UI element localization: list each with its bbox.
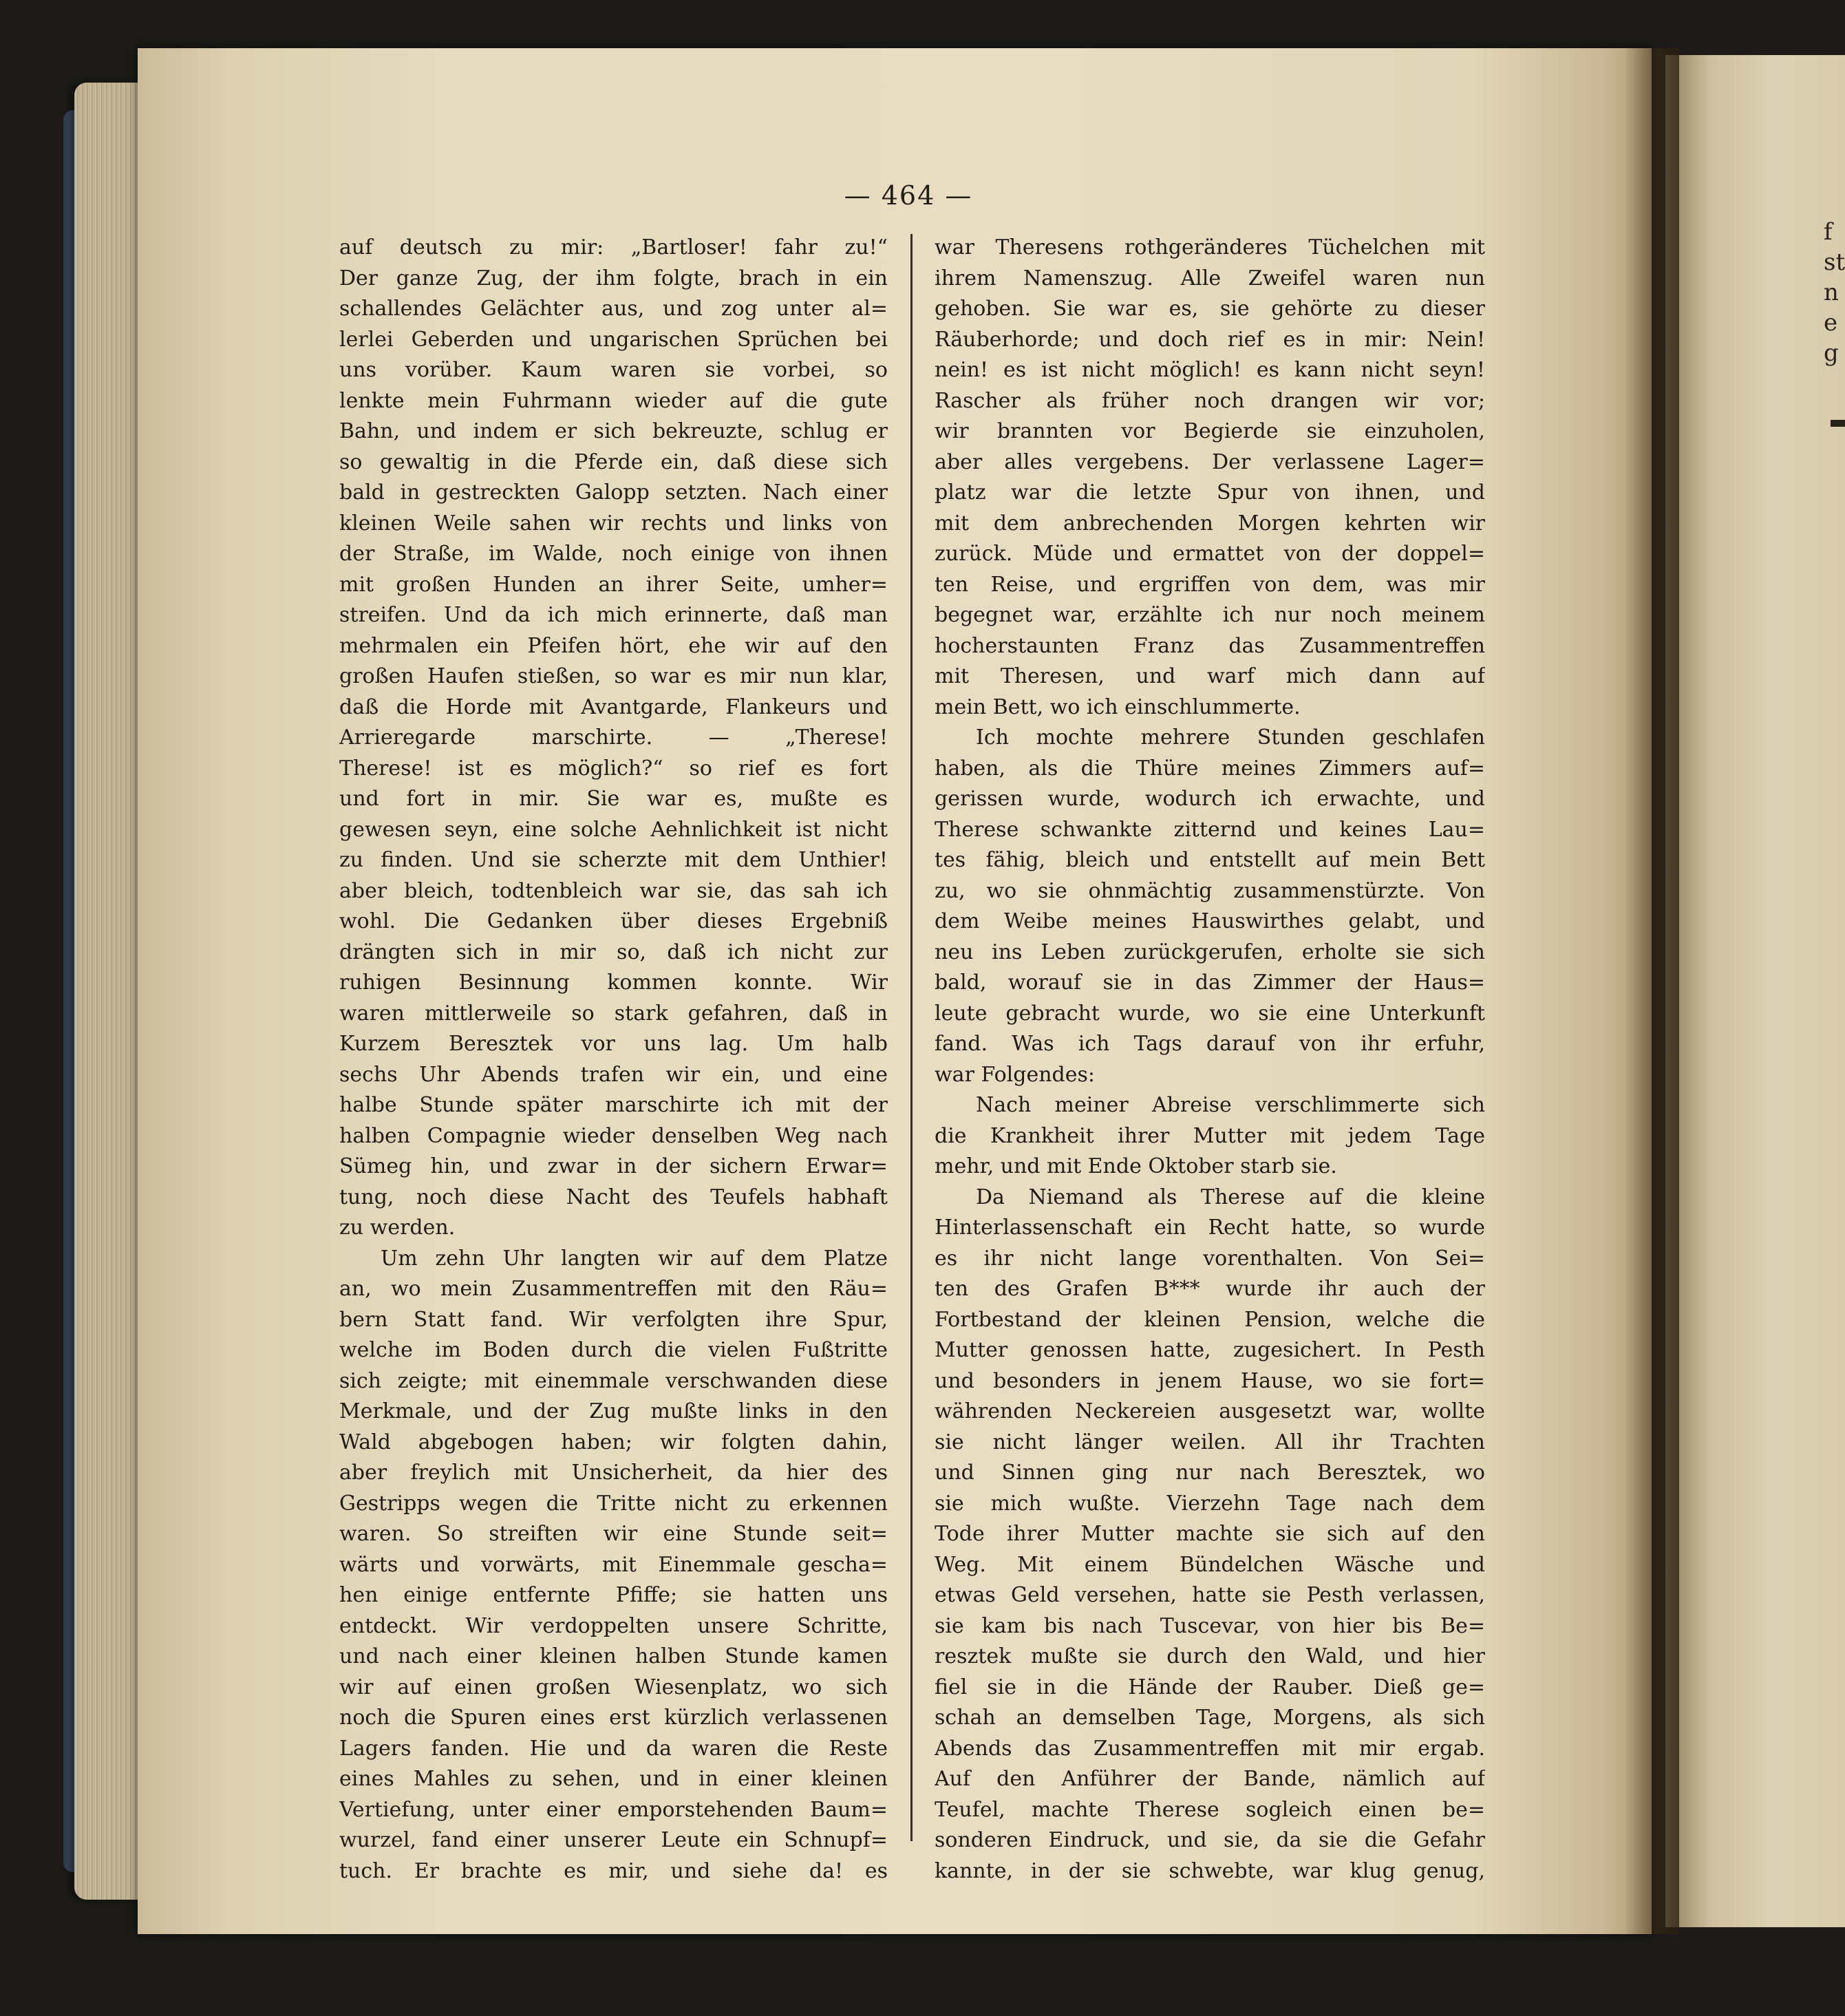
text-line: halbe Stunde später marschirte ich mit der [339, 1093, 888, 1117]
text-line: waren. So streiften wir eine Stunde seit= [339, 1522, 888, 1546]
text-line: mit Theresen, und warf mich dann auf [935, 664, 1485, 688]
text-line: Arrieregarde marschirte. — „Therese! [339, 725, 888, 750]
text-line: Merkmale, und der Zug mußte links in den [339, 1399, 888, 1423]
text-line: war Folgendes: [935, 1062, 1096, 1087]
text-line: tes fähig, bleich und entstellt auf mein Bett [935, 848, 1485, 872]
facing-page-line: n [1824, 279, 1839, 306]
text-line: sie nicht länger weilen. All ihr Trachten [935, 1430, 1485, 1454]
text-line: ten des Grafen B*** wurde ihr auch der [935, 1277, 1485, 1301]
text-line: resztek mußte sie durch den Wald, und hier [935, 1644, 1485, 1668]
text-line: zurück. Müde und ermattet von der doppel= [935, 542, 1485, 566]
text-line: ten Reise, und ergriffen von dem, was mir [935, 572, 1485, 597]
text-line: Fortbestand der kleinen Pension, welche die [935, 1307, 1485, 1332]
text-line: tung, noch diese Nacht des Teufels habhaft [339, 1185, 888, 1209]
text-line: die Krankheit ihrer Mutter mit jedem Tage [935, 1123, 1485, 1148]
text-line: kannte, in der sie schwebte, war klug genug, [935, 1858, 1485, 1883]
text-line: mehrmalen ein Pfeifen hört, ehe wir auf den [339, 633, 888, 658]
text-line: begegnet war, erzählte ich nur noch meinem [935, 603, 1485, 627]
text-line: der Straße, im Walde, noch einige von ihnen [339, 542, 888, 566]
text-line: wärts und vorwärts, mit Einemmale gescha= [339, 1552, 888, 1577]
text-line: haben, als die Thüre meines Zimmers auf= [935, 756, 1485, 781]
text-line: zu werden. [339, 1216, 456, 1240]
text-line: sie kam bis nach Tuscevar, von hier bis Be= [935, 1613, 1485, 1638]
text-line: daß die Horde mit Avantgarde, Flankeurs und [339, 694, 888, 719]
facing-page-mark [1831, 420, 1845, 427]
text-line: gerissen wurde, wodurch ich erwachte, und [935, 787, 1485, 811]
text-line: Auf den Anführer der Bande, nämlich auf [935, 1767, 1485, 1791]
text-line: kleinen Weile sahen wir rechts und links von [339, 511, 888, 535]
text-line: zu, wo sie ohnmächtig zusammenstürzte. Von [935, 878, 1485, 903]
text-line: mit dem anbrechenden Morgen kehrten wir [935, 511, 1485, 535]
text-line: bald, worauf sie in das Zimmer der Haus= [935, 970, 1485, 995]
text-line: Lagers fanden. Hie und da waren die Reste [339, 1736, 888, 1761]
text-line: etwas Geld versehen, hatte sie Pesth verlassen, [935, 1583, 1485, 1607]
text-line: wir auf einen großen Wiesenplatz, wo sich [339, 1675, 888, 1699]
text-line: war Theresens rothgeränderes Tüchelchen mit [935, 235, 1485, 259]
text-line: währenden Neckereien ausgesetzt war, wollte [935, 1399, 1485, 1423]
text-line: gehoben. Sie war es, sie gehörte zu dieser [935, 297, 1485, 321]
text-line: sich zeigte; mit einemmale verschwanden diese [339, 1368, 888, 1393]
text-line: sonderen Eindruck, und sie, da sie die Gefahr [935, 1828, 1485, 1852]
text-line: hen einige entfernte Pfiffe; sie hatten uns [339, 1583, 888, 1607]
text-line: waren mittlerweile so stark gefahren, daß in [339, 1001, 888, 1026]
text-line: sechs Uhr Abends trafen wir ein, und eine [339, 1062, 888, 1087]
text-line: aber alles vergebens. Der verlassene Lager= [935, 449, 1485, 474]
text-line: Kurzem Beresztek vor uns lag. Um halb [339, 1032, 888, 1056]
text-line: nein! es ist nicht möglich! es kann nicht seyn! [935, 358, 1485, 382]
left-text-column [339, 233, 888, 1887]
text-line: leute gebracht wurde, wo sie eine Unterkunft [935, 1001, 1485, 1026]
text-line: tuch. Er brachte es mir, und siehe da! es [339, 1858, 888, 1883]
text-line: ihrem Namenszug. Alle Zweifel waren nun [935, 266, 1485, 290]
facing-page-fragment [1824, 217, 1845, 368]
text-line: Therese schwankte zitternd und keines Lau= [935, 817, 1485, 842]
facing-page-line: g [1824, 339, 1839, 367]
text-line: Räuberhorde; und doch rief es in mir: Nein! [935, 327, 1485, 352]
text-line: bald in gestreckten Galopp setzten. Nach einer [339, 480, 888, 505]
text-line: Sümeg hin, und zwar in der sichern Erwar= [339, 1154, 888, 1178]
text-line: so gewaltig in die Pferde ein, daß diese sich [339, 449, 888, 474]
gutter-shadow [1624, 48, 1679, 1934]
text-line: Vertiefung, unter einer emporstehenden Baum= [339, 1797, 888, 1822]
facing-page-line: f [1824, 218, 1833, 246]
text-line: lerlei Geberden und ungarischen Sprüchen bei [339, 327, 888, 352]
text-line: großen Haufen stießen, so war es mir nun klar, [339, 664, 888, 688]
text-line: Hinterlassenschaft ein Recht hatte, so wurde [935, 1216, 1485, 1240]
text-line: hocherstaunten Franz das Zusammentreffen [935, 633, 1485, 658]
text-line: fand. Was ich Tags darauf von ihr erfuhr, [935, 1032, 1485, 1056]
text-line: gewesen seyn, eine solche Aehnlichkeit ist nicht [339, 817, 888, 842]
facing-page [1665, 55, 1845, 1927]
text-line: entdeckt. Wir verdoppelten unsere Schritte, [339, 1613, 888, 1638]
text-line: drängten sich in mir so, daß ich nicht zur [339, 940, 888, 964]
text-line: an, wo mein Zusammentreffen mit den Räu= [339, 1277, 888, 1301]
text-line: Um zehn Uhr langten wir auf dem Platze [381, 1246, 888, 1271]
text-line: wurzel, fand einer unserer Leute ein Schnupf= [339, 1828, 888, 1852]
text-line: uns vorüber. Kaum waren sie vorbei, so [339, 358, 888, 382]
text-line: Der ganze Zug, der ihm folgte, brach in ein [339, 266, 888, 290]
text-line: noch die Spuren eines erst kürzlich verlassenen [339, 1706, 888, 1730]
text-line: lenkte mein Fuhrmann wieder auf die gute [339, 388, 888, 413]
text-line: mehr, und mit Ende Oktober starb sie. [935, 1154, 1337, 1178]
text-line: fiel sie in die Hände der Rauber. Dieß ge= [935, 1675, 1485, 1699]
text-line: und nach einer kleinen halben Stunde kamen [339, 1644, 888, 1668]
text-line: zu finden. Und sie scherzte mit dem Unthier! [339, 848, 888, 872]
text-line: sie mich wußte. Vierzehn Tage nach dem [935, 1491, 1485, 1516]
text-line: dem Weibe meines Hauswirthes gelabt, und [935, 909, 1485, 933]
text-line: neu ins Leben zurückgerufen, erholte sie sich [935, 940, 1485, 964]
text-line: Teufel, machte Therese sogleich einen be= [935, 1797, 1485, 1822]
text-line: aber freylich mit Unsicherheit, da hier des [339, 1461, 888, 1485]
text-line: und Sinnen ging nur nach Beresztek, wo [935, 1461, 1485, 1485]
text-line: und fort in mir. Sie war es, mußte es [339, 787, 888, 811]
text-line: Bahn, und indem er sich bekreuzte, schlug er [339, 419, 888, 443]
page-number: — 464 — [844, 180, 973, 211]
text-line: schallendes Gelächter aus, und zog unter al= [339, 297, 888, 321]
column-divider [910, 234, 913, 1841]
text-line: Nach meiner Abreise verschlimmerte sich [976, 1093, 1485, 1117]
text-line: platz war die letzte Spur von ihnen, und [935, 480, 1485, 505]
text-line: Wald abgebogen haben; wir folgten dahin, [339, 1430, 888, 1454]
text-line: eines Mahles zu sehen, und in einer kleinen [339, 1767, 888, 1791]
text-line: Rascher als früher noch drangen wir vor; [935, 388, 1485, 413]
text-line: Therese! ist es möglich?“ so rief es fort [339, 756, 888, 781]
facing-page-line: st [1824, 248, 1845, 276]
text-line: Gestripps wegen die Tritte nicht zu erkennen [339, 1491, 888, 1516]
right-text-column [935, 233, 1485, 1887]
text-line: schah an demselben Tage, Morgens, als sich [935, 1706, 1485, 1730]
text-line: Tode ihrer Mutter machte sie sich auf den [935, 1522, 1485, 1546]
text-line: halben Compagnie wieder denselben Weg nach [339, 1123, 888, 1148]
text-line: wohl. Die Gedanken über dieses Ergebniß [339, 909, 888, 933]
text-line: Da Niemand als Therese auf die kleine [976, 1185, 1485, 1209]
text-line: und besonders in jenem Hause, wo sie fort= [935, 1368, 1485, 1393]
text-line: es ihr nicht lange vorenthalten. Von Sei= [935, 1246, 1485, 1271]
text-line: Mutter genossen hatte, zugesichert. In Pesth [935, 1338, 1485, 1362]
text-line: Ich mochte mehrere Stunden geschlafen [976, 725, 1485, 750]
text-line: wir brannten vor Begierde sie einzuholen, [935, 419, 1485, 443]
text-line: ruhigen Besinnung kommen konnte. Wir [339, 970, 888, 995]
text-line: welche im Boden durch die vielen Fußtritte [339, 1338, 888, 1362]
text-line: streifen. Und da ich mich erinnerte, daß man [339, 603, 888, 627]
text-line: Weg. Mit einem Bündelchen Wäsche und [935, 1552, 1485, 1577]
text-line: Abends das Zusammentreffen mit mir ergab. [935, 1736, 1485, 1761]
facing-page-line: e [1824, 309, 1838, 337]
text-line: aber bleich, todtenbleich war sie, das sah ich [339, 878, 888, 903]
text-line: mein Bett, wo ich einschlummerte. [935, 694, 1301, 719]
text-line: mit großen Hunden an ihrer Seite, umher= [339, 572, 888, 597]
text-line: auf deutsch zu mir: „Bartloser! fahr zu!“ [339, 235, 888, 259]
text-line: bern Statt fand. Wir verfolgten ihre Spur, [339, 1307, 888, 1332]
